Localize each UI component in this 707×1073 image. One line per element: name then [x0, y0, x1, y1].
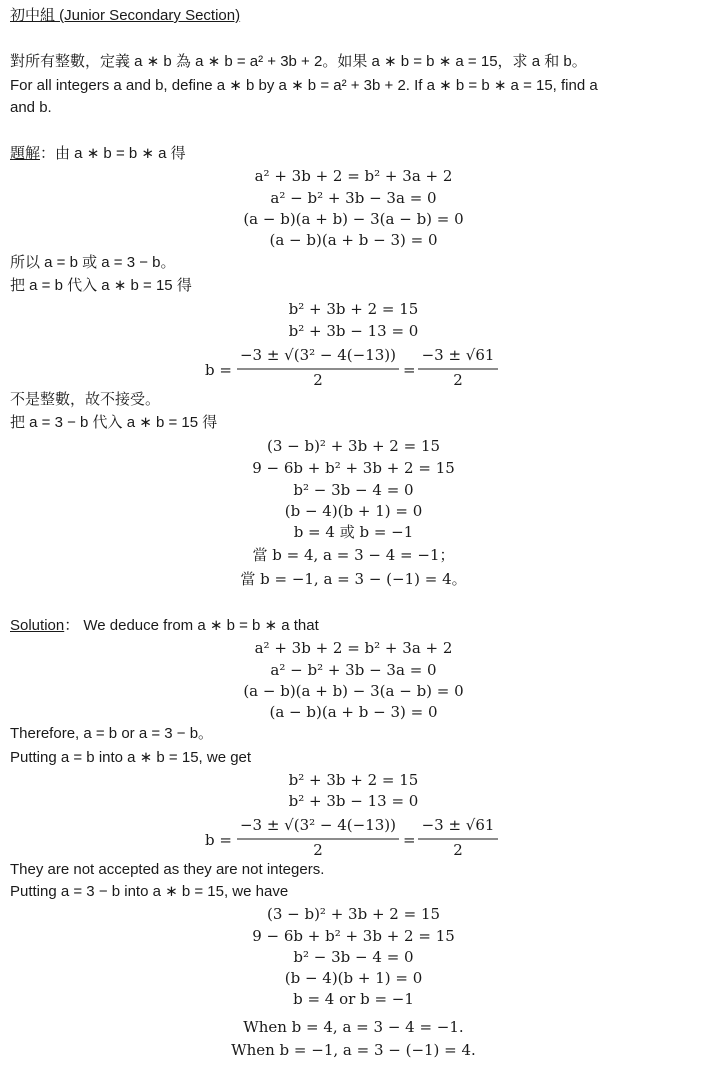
en-equation: a² − b² + 3b − 3a = 0 — [270, 661, 437, 679]
section-title: 初中組 (Junior Secondary Section) — [10, 7, 241, 24]
en-put-1: Putting a = b into a ∗ b = 15, we get — [10, 749, 252, 766]
en-put-2: Putting a = 3 − b into a ∗ b = 15, we have — [10, 883, 289, 900]
formula-equals: = — [403, 831, 416, 849]
zh-equation-3: 9 − 6b + b² + 3b + 2 = 15 — [252, 459, 455, 477]
zh-equation-2: b² + 3b + 2 = 15 — [288, 300, 419, 318]
zh-equation-3: b² − 3b − 4 = 0 — [293, 481, 414, 499]
zh-equation: a² − b² + 3b − 3a = 0 — [270, 189, 437, 207]
zh-equation-3: b = 4 或 b = −1 — [293, 523, 414, 541]
formula-lhs: b = — [205, 361, 232, 379]
question-zh: 對所有整數，定義 a ∗ b 為 a ∗ b = a² + 3b + 2。如果 a ∗ b = b ∗ a = 15，求 a 和 b。 — [10, 53, 587, 70]
en-equation-3: b² − 3b − 4 = 0 — [293, 948, 414, 966]
en-equation-3: When b = −1, a = 3 − (−1) = 4. — [231, 1041, 476, 1059]
en-equation: (a − b)(a + b) − 3(a − b) = 0 — [243, 682, 464, 700]
en-equation-3: When b = 4, a = 3 − 4 = −1. — [243, 1018, 464, 1036]
en-equation-2: b² + 3b − 13 = 0 — [288, 792, 419, 810]
en-equation: (a − b)(a + b − 3) = 0 — [269, 703, 438, 721]
en-solution-intro — [10, 616, 319, 636]
zh-equation: a² + 3b + 2 = b² + 3a + 2 — [254, 167, 453, 185]
en-therefore: Therefore, a = b or a = 3 − b。 — [10, 725, 214, 742]
question-en-line1: For all integers a and b, define a ∗ b by a ∗ b = a² + 3b + 2. If a ∗ b = b ∗ a = 15, find a — [10, 77, 598, 94]
en-equation-3: (b − 4)(b + 1) = 0 — [284, 969, 423, 987]
zh-put-1: 把 a = b 代入 a ∗ b = 15 得 — [10, 277, 192, 294]
en-solution-intro-text: ： We deduce from a ∗ b = b ∗ a that — [64, 617, 319, 634]
en-quadratic-formula — [0, 813, 707, 857]
en-solution-label: Solution — [10, 617, 65, 634]
zh-equation-2: b² + 3b − 13 = 0 — [288, 322, 419, 340]
formula-equals: = — [403, 361, 416, 379]
zh-reject: 不是整數，故不接受。 — [10, 391, 161, 408]
question-en-line2: and b. — [10, 99, 52, 116]
zh-equation: (a − b)(a + b − 3) = 0 — [269, 231, 438, 249]
formula-numerator-simplified: −3 ± √61 — [421, 346, 495, 364]
zh-therefore: 所以 a = b 或 a = 3 − b。 — [10, 254, 176, 271]
formula-denominator: 2 — [453, 371, 463, 387]
zh-quadratic-formula — [0, 343, 707, 387]
zh-put-2: 把 a = 3 − b 代入 a ∗ b = 15 得 — [10, 414, 218, 431]
zh-equation: (a − b)(a + b) − 3(a − b) = 0 — [243, 210, 464, 228]
zh-equation-3: 當 b = −1, a = 3 − (−1) = 4。 — [240, 570, 467, 588]
en-equation: a² + 3b + 2 = b² + 3a + 2 — [254, 639, 453, 657]
zh-solution-intro — [10, 144, 186, 164]
zh-solution-intro-text: ：由 a ∗ b = b ∗ a 得 — [40, 145, 186, 162]
formula-denominator: 2 — [313, 841, 323, 857]
formula-numerator: −3 ± √(3² − 4(−13)) — [239, 346, 397, 364]
formula-denominator: 2 — [453, 841, 463, 857]
en-reject: They are not accepted as they are not integers. — [10, 861, 325, 878]
en-equation-2: b² + 3b + 2 = 15 — [288, 771, 419, 789]
formula-numerator: −3 ± √(3² − 4(−13)) — [239, 816, 397, 834]
formula-lhs: b = — [205, 831, 232, 849]
zh-equation-3: (b − 4)(b + 1) = 0 — [284, 502, 423, 520]
en-equation-3: b = 4 or b = −1 — [293, 990, 414, 1008]
formula-denominator: 2 — [313, 371, 323, 387]
en-equation-3: 9 − 6b + b² + 3b + 2 = 15 — [252, 927, 455, 945]
formula-numerator-simplified: −3 ± √61 — [421, 816, 495, 834]
zh-equation-3: 當 b = 4, a = 3 − 4 = −1； — [252, 546, 455, 564]
en-equation-3: (3 − b)² + 3b + 2 = 15 — [266, 905, 441, 923]
zh-solution-label: 題解 — [10, 145, 41, 162]
zh-equation-3: (3 − b)² + 3b + 2 = 15 — [266, 437, 441, 455]
